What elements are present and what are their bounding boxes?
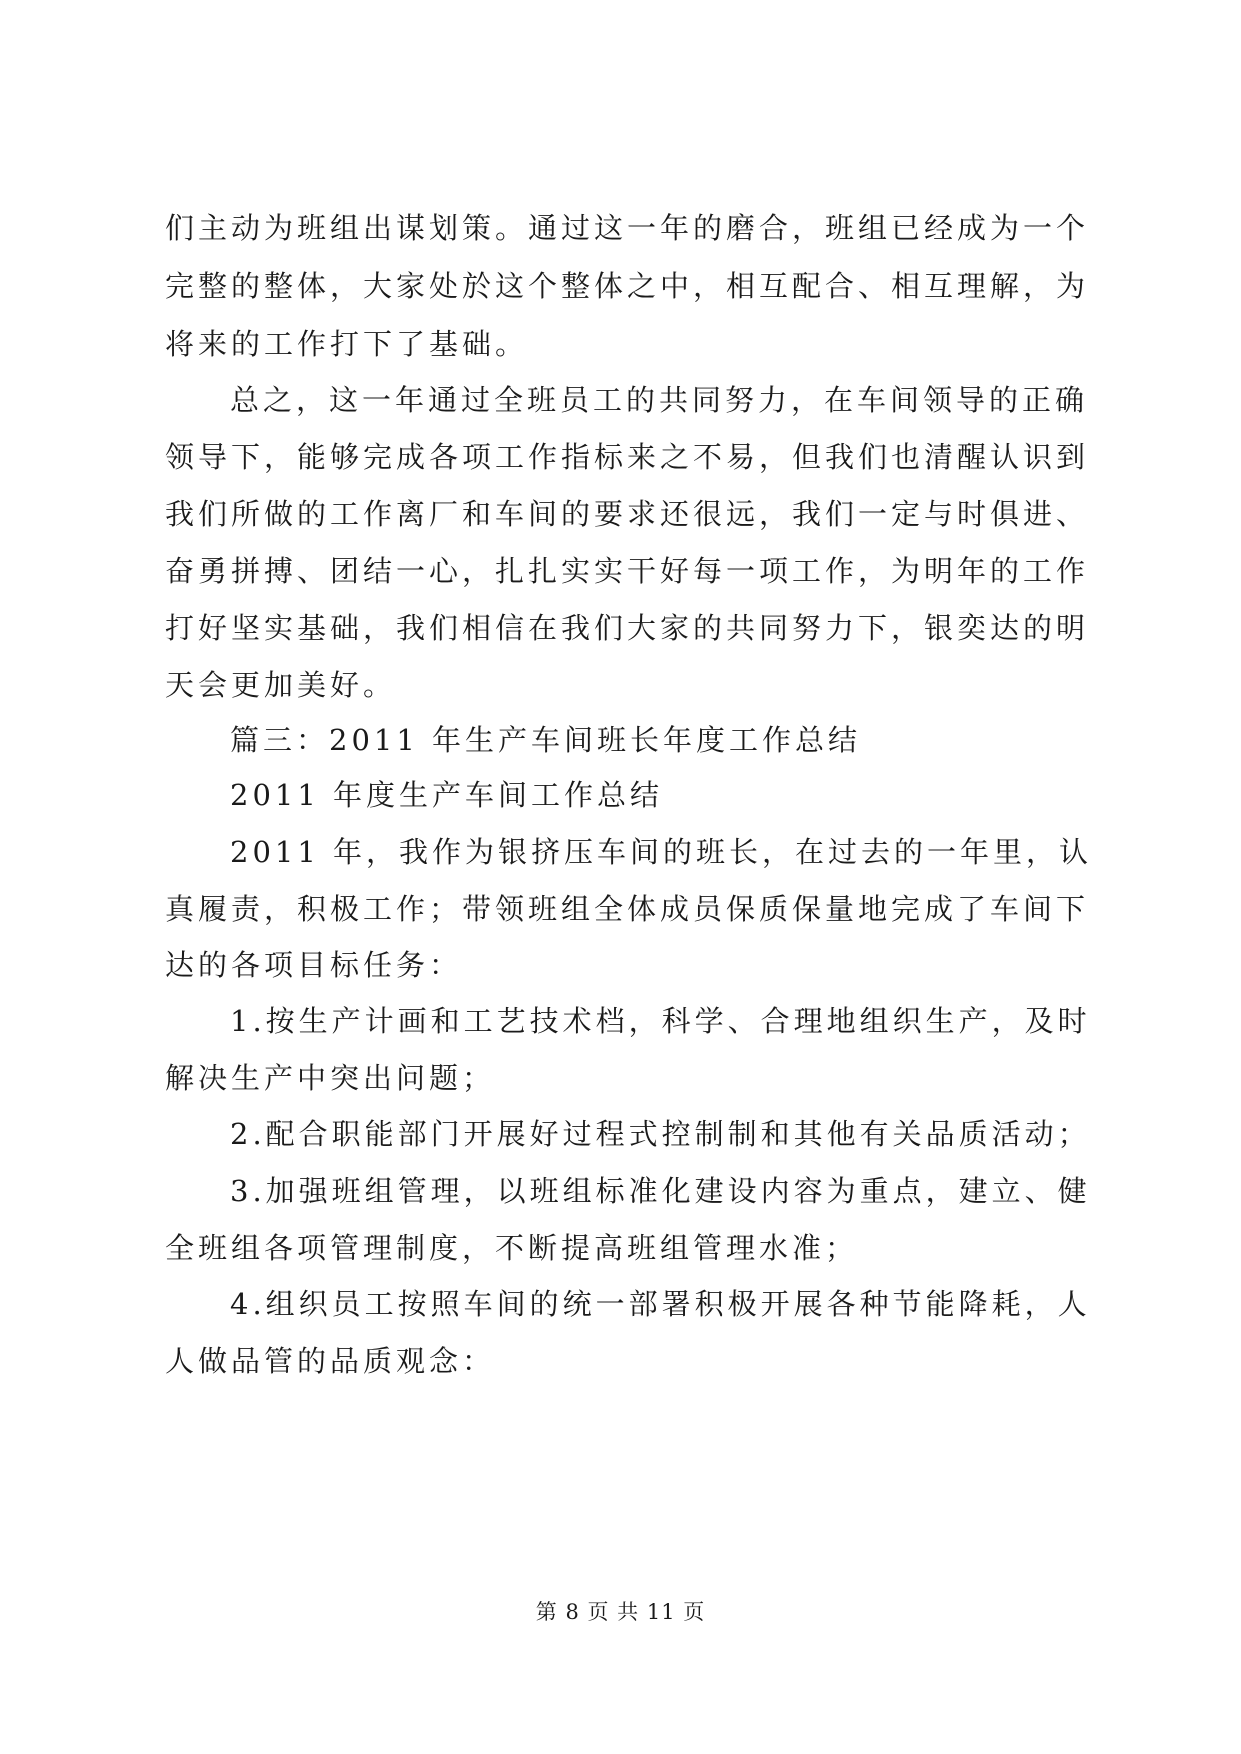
body-line: 将来的工作打下了基础。 bbox=[165, 327, 529, 361]
body-line: 天会更加美好。 bbox=[165, 668, 397, 702]
body-line: 人做品管的品质观念： bbox=[165, 1344, 496, 1378]
list-item: 2.配合职能部门开展好过程式控制制和其他有关品质活动； bbox=[230, 1117, 1091, 1151]
page-number: 第 8 页 共 11 页 bbox=[535, 1600, 706, 1624]
body-line: 全班组各项管理制度，不断提高班组管理水准； bbox=[165, 1231, 859, 1265]
document-title: 2011 年度生产车间工作总结 bbox=[230, 778, 664, 812]
body-line: 2011 年，我作为银挤压车间的班长，在过去的一年里，认 bbox=[230, 835, 1093, 869]
body-line: 总之，这一年通过全班员工的共同努力，在车间领导的正确 bbox=[230, 383, 1089, 417]
body-line: 解决生产中突出问题； bbox=[165, 1061, 496, 1095]
body-line: 奋勇拼搏、团结一心，扎扎实实干好每一项工作，为明年的工作 bbox=[165, 554, 1090, 588]
list-item: 4.组织员工按照车间的统一部署积极开展各种节能降耗，人 bbox=[230, 1287, 1091, 1321]
body-line: 真履责，积极工作；带领班组全体成员保质保量地完成了车间下 bbox=[165, 892, 1090, 926]
body-line: 们主动为班组出谋划策。通过这一年的磨合，班组已经成为一个 bbox=[165, 211, 1090, 245]
body-line: 达的各项目标任务： bbox=[165, 948, 463, 982]
body-line: 领导下，能够完成各项工作指标来之不易，但我们也清醒认识到 bbox=[165, 440, 1090, 474]
body-line: 我们所做的工作离厂和车间的要求还很远，我们一定与时俱进、 bbox=[165, 497, 1090, 531]
list-item: 1.按生产计画和工艺技术档，科学、合理地组织生产，及时 bbox=[230, 1004, 1091, 1038]
list-item: 3.加强班组管理，以班组标准化建设内容为重点，建立、健 bbox=[230, 1174, 1091, 1208]
body-line: 完整的整体，大家处於这个整体之中，相互配合、相互理解，为 bbox=[165, 269, 1090, 303]
body-line: 打好坚实基础，我们相信在我们大家的共同努力下，银奕达的明 bbox=[165, 611, 1090, 645]
section-heading: 篇三：2011 年生产车间班长年度工作总结 bbox=[230, 723, 862, 757]
